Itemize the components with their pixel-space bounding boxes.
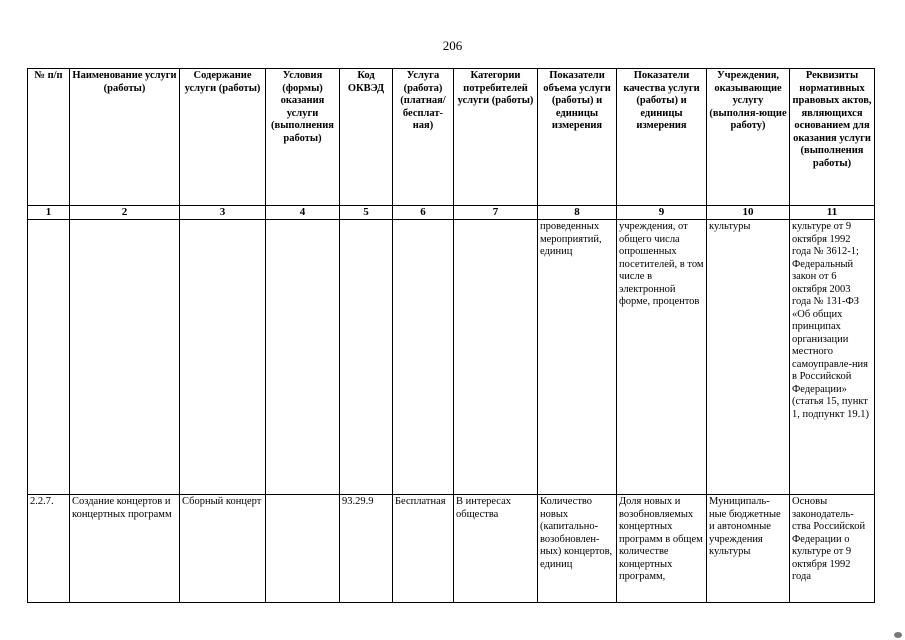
header-cell-service-content: Содержание услуги (работы) <box>180 69 266 206</box>
table-cell <box>266 220 340 495</box>
column-number: 3 <box>180 206 266 220</box>
column-number: 7 <box>454 206 538 220</box>
column-number: 11 <box>790 206 875 220</box>
header-row <box>28 69 875 206</box>
header-cell-okved-code: Код ОКВЭД <box>340 69 393 206</box>
header-cell-quality-indicators: Показатели качества услуги (работы) и единицы измерения <box>617 69 707 206</box>
table-cell <box>454 220 538 495</box>
table-cell: Доля новых и возобновляемых концертных программ в общем количестве концертных программ, <box>617 495 707 603</box>
header-cell-number: № п/п <box>28 69 70 206</box>
table-cell <box>266 495 340 603</box>
header-cell-legal-acts: Реквизиты нормативных правовых актов, являющихся основанием для оказания услуги (выполнения работы) <box>790 69 875 206</box>
column-number: 1 <box>28 206 70 220</box>
column-number: 10 <box>707 206 790 220</box>
table-cell: Создание концертов и концертных программ <box>70 495 180 603</box>
column-number: 5 <box>340 206 393 220</box>
header-cell-conditions: Условия (формы) оказания услуги (выполнения работы) <box>266 69 340 206</box>
header-cell-service-name: Наименование услуги (работы) <box>70 69 180 206</box>
column-number: 4 <box>266 206 340 220</box>
table-cell: 2.2.7. <box>28 495 70 603</box>
table-cell: В интересах общества <box>454 495 538 603</box>
table-cell: Бесплатная <box>393 495 454 603</box>
services-table <box>27 68 875 603</box>
header-cell-paid-free: Услуга (работа) (платная/ бесплат-ная) <box>393 69 454 206</box>
table-cell: проведенных мероприятий, единиц <box>538 220 617 495</box>
page-number: 206 <box>442 38 463 53</box>
table-cell: культуре от 9 октября 1992 года № 3612-1; Федеральный закон от 6 октября 2003 года № 131-ФЗ «Об общих принципах организации местного самоуправле-ния в Российской Федерации» (статья 15, пункт 1, подпункт 19.1) <box>790 220 875 495</box>
table-cell: Основы законодатель-ства Российской Федерации о культуре от 9 октября 1992 года <box>790 495 875 603</box>
header-cell-consumer-categories: Категории потребителей услуги (работы) <box>454 69 538 206</box>
header-cell-volume-indicators: Показатели объема услуги (работы) и единицы измерения <box>538 69 617 206</box>
table-row-continuation <box>28 220 875 495</box>
table-cell <box>70 220 180 495</box>
table-cell <box>28 220 70 495</box>
table-row-2-2-7 <box>28 495 875 603</box>
column-number-row <box>28 206 875 220</box>
column-number: 9 <box>617 206 707 220</box>
table-cell: 93.29.9 <box>340 495 393 603</box>
column-number: 2 <box>70 206 180 220</box>
scan-mark <box>894 632 902 638</box>
column-number: 8 <box>538 206 617 220</box>
table-cell <box>180 220 266 495</box>
table-cell: культуры <box>707 220 790 495</box>
table-cell: Количество новых (капитально-возобновлен-ных) концертов, единиц <box>538 495 617 603</box>
table-cell <box>393 220 454 495</box>
header-cell-institutions: Учреждения, оказывающие услугу (выполня-ющие работу) <box>707 69 790 206</box>
table-cell: учреждения, от общего числа опрошенных посетителей, в том числе в электронной форме, процентов <box>617 220 707 495</box>
table-cell: Сборный концерт <box>180 495 266 603</box>
table-cell: Муниципаль-ные бюджетные и автономные учреждения культуры <box>707 495 790 603</box>
table-cell <box>340 220 393 495</box>
column-number: 6 <box>393 206 454 220</box>
